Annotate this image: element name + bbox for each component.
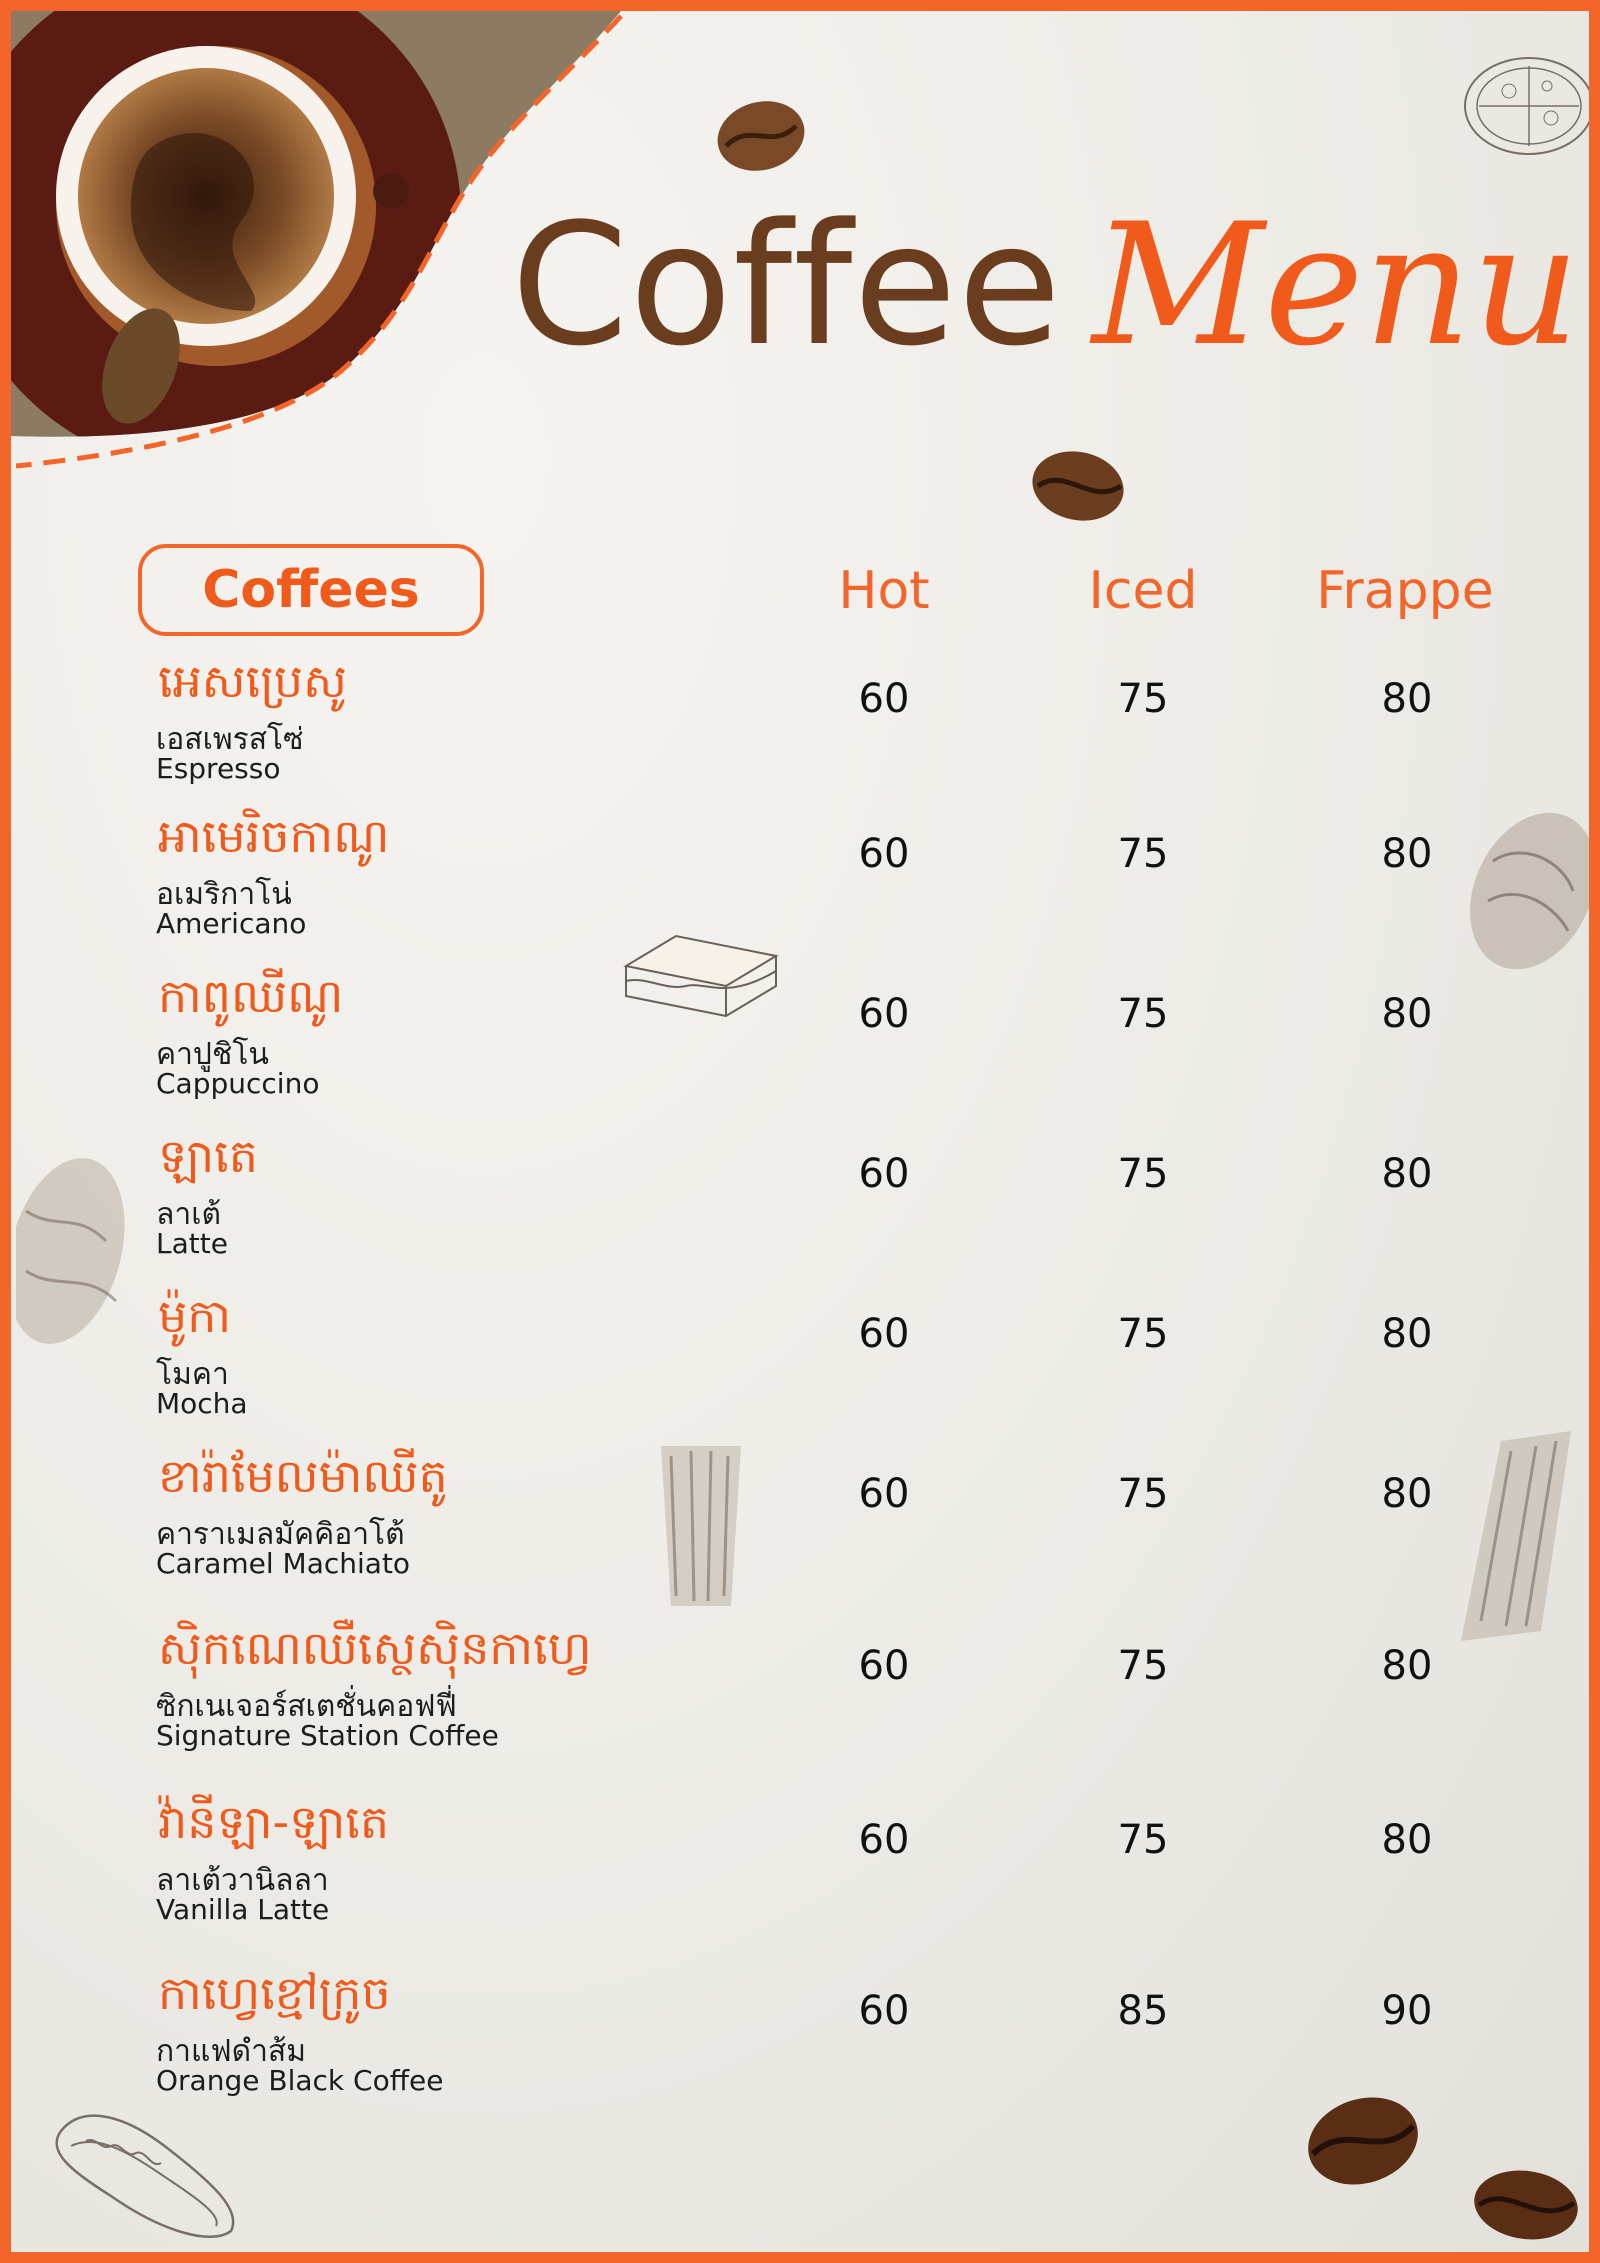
price-iced: 75: [1117, 676, 1169, 722]
item-name-khmer: អាមេរិចកាណូ: [158, 809, 390, 863]
item-name-khmer: អេសប្រេសូ: [158, 654, 347, 708]
price-hot: 60: [858, 1817, 910, 1863]
item-name-khmer: វ៉ានីឡា-ឡាតេ: [158, 1795, 390, 1849]
price-hot: 60: [858, 676, 910, 722]
item-name-thai: โมคา: [156, 1357, 229, 1392]
item-name-english: Americano: [156, 907, 307, 940]
item-name-english: Signature Station Coffee: [156, 1719, 499, 1752]
price-iced: 85: [1117, 1988, 1169, 2034]
price-frappe: 80: [1381, 1643, 1433, 1689]
item-name-thai: คาปูชิโน: [156, 1037, 269, 1072]
item-name-khmer: ខារ៉ាមែលម៉ាឈីតូ: [158, 1449, 448, 1503]
price-frappe: 80: [1381, 1817, 1433, 1863]
item-name-thai: กาแฟดำส้ม: [156, 2034, 306, 2069]
menu-item-row: [11, 656, 1589, 806]
price-frappe: 80: [1381, 831, 1433, 877]
item-name-thai: เอสเพรสโซ่: [156, 722, 304, 757]
price-frappe: 80: [1381, 1151, 1433, 1197]
item-name-english: Vanilla Latte: [156, 1893, 330, 1926]
pizza-sketch: [1459, 46, 1599, 166]
column-header-frappe: Frappe: [1316, 561, 1494, 621]
menu-item-row: [11, 1797, 1589, 1947]
coffee-bean: [711, 91, 811, 181]
coffee-bean: [1026, 441, 1131, 531]
price-iced: 75: [1117, 1471, 1169, 1517]
item-name-english: Cappuccino: [156, 1067, 320, 1100]
item-name-thai: ซิกเนเจอร์สเตชั่นคอฟฟี่: [156, 1689, 457, 1724]
price-hot: 60: [858, 831, 910, 877]
item-name-thai: ลาเต้วานิลลา: [156, 1863, 329, 1898]
item-name-english: Mocha: [156, 1387, 248, 1420]
title-word-coffee: Coffee: [511, 187, 1063, 383]
item-name-khmer: កាហ្វេខ្មៅក្រូច: [158, 1966, 391, 2020]
price-hot: 60: [858, 1311, 910, 1357]
menu-item-row: [11, 971, 1589, 1121]
item-name-thai: คาราเมลมัคคิอาโต้: [156, 1517, 405, 1552]
price-frappe: 90: [1381, 1988, 1433, 2034]
price-hot: 60: [858, 1988, 910, 2034]
price-frappe: 80: [1381, 676, 1433, 722]
price-hot: 60: [858, 1471, 910, 1517]
item-name-thai: อเมริกาโน่: [156, 877, 292, 912]
price-frappe: 80: [1381, 1471, 1433, 1517]
item-name-english: Latte: [156, 1227, 228, 1260]
price-iced: 75: [1117, 1311, 1169, 1357]
menu-item-row: [11, 1451, 1589, 1601]
price-frappe: 80: [1381, 991, 1433, 1037]
item-name-english: Caramel Machiato: [156, 1547, 411, 1580]
price-hot: 60: [858, 1643, 910, 1689]
item-name-khmer: ឡាតេ: [158, 1129, 258, 1183]
page-title: [511, 187, 1580, 383]
price-iced: 75: [1117, 1817, 1169, 1863]
price-frappe: 80: [1381, 1311, 1433, 1357]
item-name-thai: ลาเต้: [156, 1197, 221, 1232]
price-iced: 75: [1117, 1151, 1169, 1197]
price-iced: 75: [1117, 1643, 1169, 1689]
item-name-khmer: ម៉ូកា: [158, 1289, 231, 1343]
item-name-khmer: ស៊ិកណេឈឺស្ថេស៊ិនកាហ្វេ: [158, 1621, 592, 1675]
item-name-english: Espresso: [156, 752, 281, 785]
section-label-coffees: Coffees: [138, 544, 484, 636]
price-hot: 60: [858, 1151, 910, 1197]
title-word-menu: Menu: [1092, 187, 1580, 383]
item-name-khmer: កាពូឈីណូ: [158, 969, 344, 1023]
menu-item-row: [11, 1623, 1589, 1773]
menu-item-row: [11, 811, 1589, 961]
price-iced: 75: [1117, 991, 1169, 1037]
menu-item-row: [11, 1291, 1589, 1441]
price-hot: 60: [858, 991, 910, 1037]
menu-item-row: [11, 1131, 1589, 1281]
column-header-hot: Hot: [838, 561, 930, 621]
price-iced: 75: [1117, 831, 1169, 877]
column-header-iced: Iced: [1088, 561, 1198, 621]
item-name-english: Orange Black Coffee: [156, 2064, 444, 2097]
coffee-bean: [1469, 2163, 1584, 2248]
menu-item-row: [11, 1968, 1589, 2118]
